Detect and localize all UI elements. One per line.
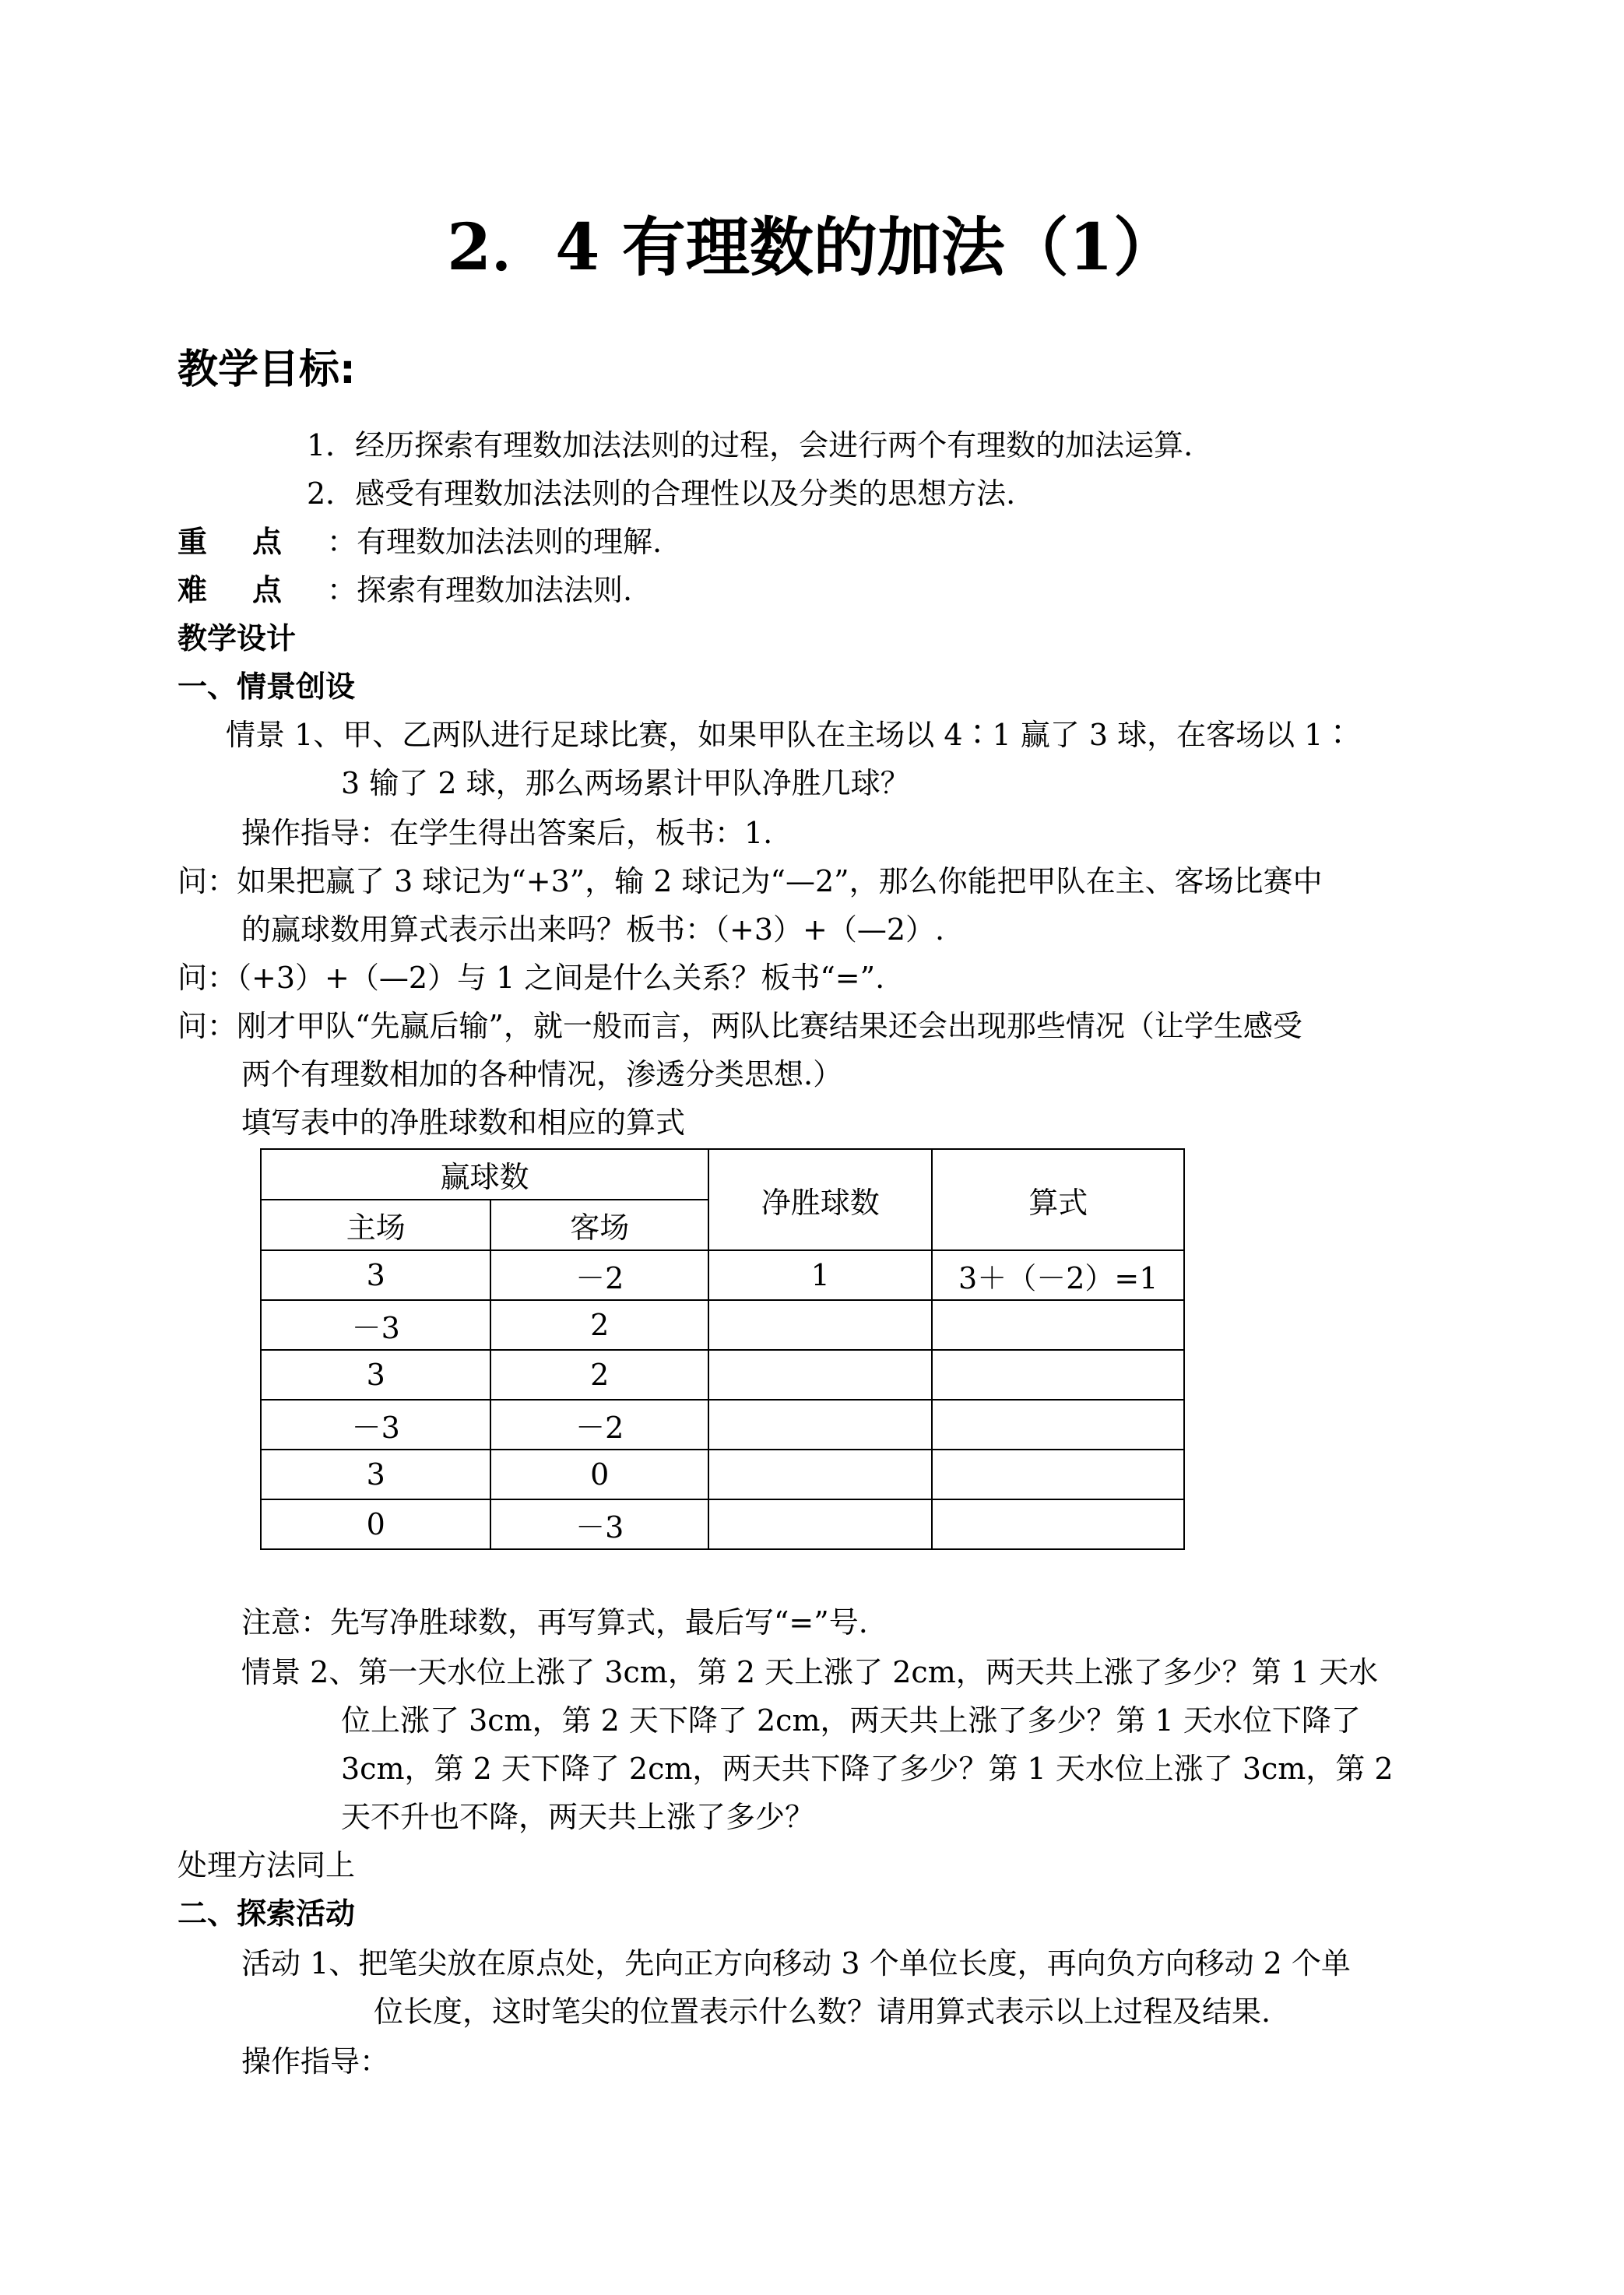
question-3-line-1: 问：刚才甲队“先赢后输”，就一般而言，两队比赛结果还会出现那些情况（让学生感受 (178, 1009, 1302, 1043)
table-row (261, 1350, 1184, 1400)
activity1-line-1: 活动 1、把笔尖放在原点处，先向正方向移动 3 个单位长度，再向负方向移动 2 个单 (241, 1946, 1351, 1980)
cell-net (708, 1400, 932, 1450)
cell-home: －3 (261, 1300, 490, 1350)
table-row (261, 1400, 1184, 1450)
key-point-text: ：有理数加法法则的理解. (327, 525, 663, 559)
scene2-line-3: 3cm，第 2 天下降了 2cm，两天共下降了多少？第 1 天水位上涨了 3cm，第 2 (341, 1752, 1394, 1786)
cell-formula (932, 1450, 1184, 1499)
goal-item-2: 2．感受有理数加法法则的合理性以及分类的思想方法. (307, 476, 1016, 511)
scene2-line-4: 天不升也不降，两天共上涨了多少？ (341, 1800, 815, 1834)
cell-formula (932, 1400, 1184, 1450)
cell-net (708, 1450, 932, 1499)
question-2: 问：（+3）+（—2）与 1 之间是什么关系？板书“=”. (178, 961, 885, 995)
scene2-line-1: 情景 2、第一天水位上涨了 3cm，第 2 天上涨了 2cm，两天共上涨了多少？第 1 天水 (241, 1655, 1379, 1689)
cell-away: 2 (490, 1350, 708, 1400)
cell-away: －2 (490, 1400, 708, 1450)
cell-formula (932, 1350, 1184, 1400)
cell-home: 0 (261, 1499, 490, 1549)
cell-home: 3 (261, 1450, 490, 1499)
question-3-line-2: 两个有理数相加的各种情况，渗透分类思想.） (241, 1057, 843, 1091)
method-same: 处理方法同上 (178, 1848, 356, 1882)
header-formula: 算式 (932, 1149, 1184, 1250)
cell-away: －3 (490, 1499, 708, 1549)
cell-formula (932, 1499, 1184, 1549)
header-net: 净胜球数 (708, 1149, 932, 1250)
table-row (261, 1499, 1184, 1549)
part1-heading: 一、情景创设 (178, 670, 356, 704)
table-row (261, 1300, 1184, 1350)
cell-net: 1 (708, 1250, 932, 1300)
header-home: 主场 (261, 1200, 490, 1250)
question-1-line-1: 问：如果把赢了 3 球记为“+3”，输 2 球记为“—2”，那么你能把甲队在主、客场比赛中 (178, 864, 1323, 898)
fill-instruction: 填写表中的净胜球数和相应的算式 (241, 1105, 686, 1140)
scene1-line-2: 3 输了 2 球，那么两场累计甲队净胜几球？ (341, 766, 910, 800)
cell-away: －2 (490, 1250, 708, 1300)
part2-heading: 二、探索活动 (178, 1896, 356, 1931)
difficult-point-text: ：探索有理数加法法则. (327, 573, 633, 607)
activity1-line-2: 位长度，这时笔尖的位置表示什么数？请用算式表示以上过程及结果. (374, 1995, 1271, 2029)
note: 注意：先写净胜球数，再写算式，最后写“=”号. (241, 1605, 868, 1640)
goal-table (260, 1148, 1185, 1550)
cell-home: 3 (261, 1250, 490, 1300)
scene1-line-1: 情景 1、甲、乙两队进行足球比赛，如果甲队在主场以 4∶1 赢了 3 球，在客场以 1∶ (226, 718, 1353, 752)
guide-1: 操作指导：在学生得出答案后，板书：1. (241, 816, 773, 850)
teaching-design-heading: 教学设计 (178, 621, 297, 655)
table-row (261, 1450, 1184, 1499)
cell-net (708, 1499, 932, 1549)
cell-formula (932, 1300, 1184, 1350)
table-row (261, 1250, 1184, 1300)
key-point-row (178, 522, 662, 562)
difficult-point-label: 难点 (178, 573, 328, 607)
page-title: 2．4 有理数的加法（1） (447, 210, 1177, 285)
difficult-point-row (178, 570, 632, 610)
cell-home: 3 (261, 1350, 490, 1400)
header-away: 客场 (490, 1200, 708, 1250)
question-1-line-2: 的赢球数用算式表示出来吗？板书：（+3）+（—2）. (241, 912, 945, 947)
cell-net (708, 1350, 932, 1400)
table-header-row (261, 1149, 1184, 1200)
cell-away: 0 (490, 1450, 708, 1499)
header-wins: 赢球数 (261, 1149, 708, 1200)
guide-2: 操作指导： (241, 2044, 390, 2079)
key-point-label: 重点 (178, 525, 328, 559)
cell-net (708, 1300, 932, 1350)
goal-item-1: 1．经历探索有理数加法法则的过程，会进行两个有理数的加法运算. (307, 428, 1193, 462)
cell-formula: 3＋（－2）=1 (932, 1250, 1184, 1300)
cell-home: －3 (261, 1400, 490, 1450)
scene2-line-2: 位上涨了 3cm，第 2 天下降了 2cm，两天共上涨了多少？第 1 天水位下降了 (341, 1703, 1361, 1738)
cell-away: 2 (490, 1300, 708, 1350)
teaching-goals-heading: 教学目标: (178, 346, 356, 393)
